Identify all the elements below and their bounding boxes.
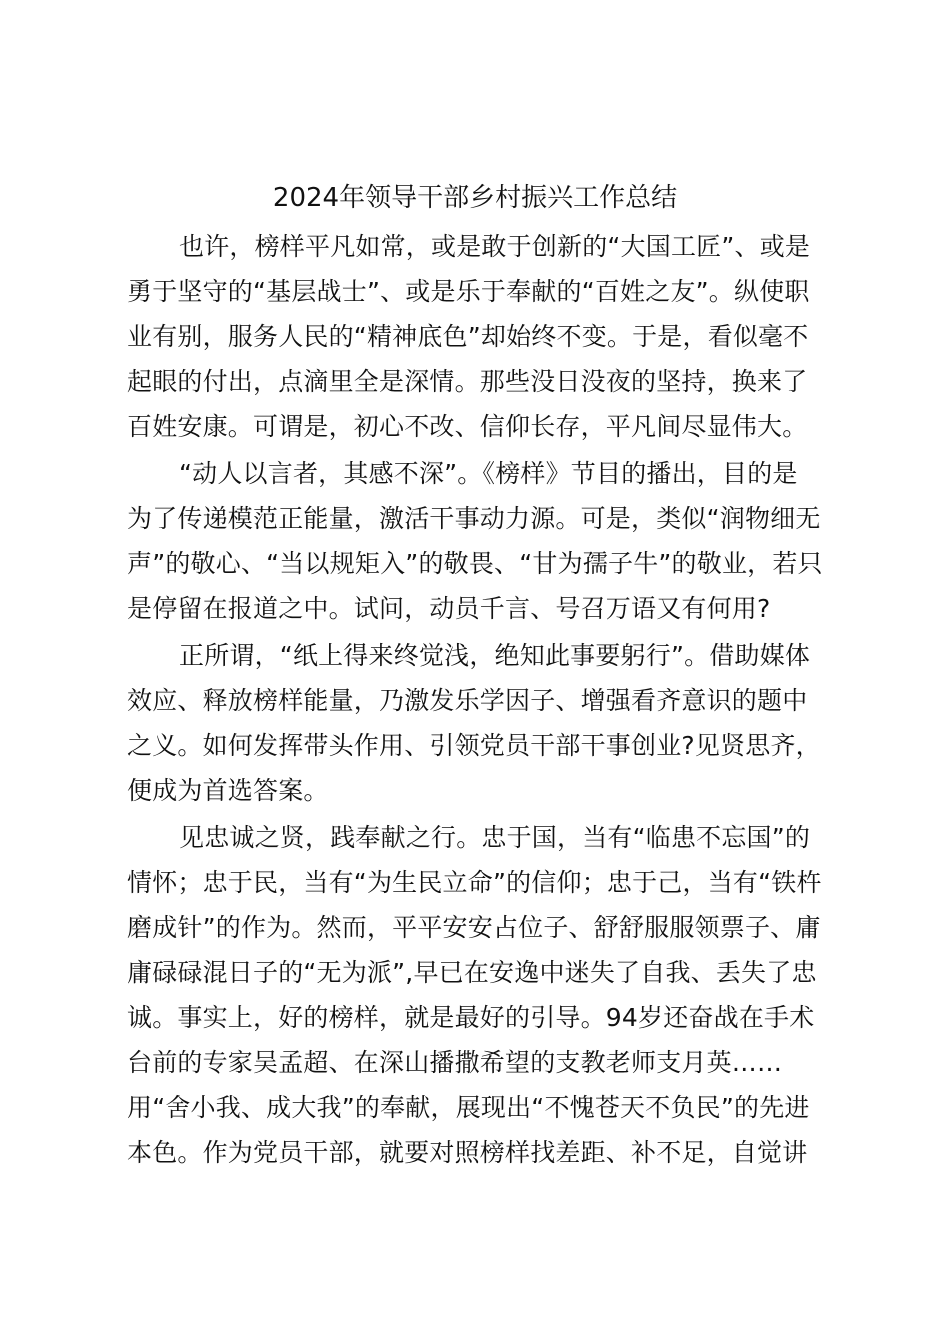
paragraph-line: 诚。事实上，好的榜样，就是最好的引导。94岁还奋战在手术 [127,1003,815,1032]
paragraph-line: 是停留在报道之中。试问，动员千言、号召万语又有何用? [127,594,771,623]
paragraph-3 [127,633,827,813]
paragraph-line: 之义。如何发挥带头作用、引领党员干部干事创业?见贤思齐， [127,731,821,760]
paragraph-line: 用“舍小我、成大我”的奉献，展现出“不愧苍天不负民”的先进 [127,1093,810,1122]
paragraph-line: 也许，榜样平凡如常，或是敢于创新的“大国工匠”、或是 [179,232,811,261]
paragraph-line: 情怀；忠于民，当有“为生民立命”的信仰；忠于己，当有“铁杵 [127,868,822,897]
paragraph-2 [127,451,827,631]
paragraph-line: 正所谓，“纸上得来终觉浅，绝知此事要躬行”。借助媒体 [179,641,811,670]
paragraph-line: 台前的专家吴孟超、在深山播撒希望的支教老师支月英…… [127,1048,783,1077]
paragraph-line: 便成为首选答案。 [127,776,329,805]
paragraph-line: 效应、释放榜样能量，乃激发乐学因子、增强看齐意识的题中 [127,686,808,715]
document-title: 2024年领导干部乡村振兴工作总结 [272,183,678,213]
paragraph-line: 磨成针”的作为。然而，平平安安占位子、舒舒服服领票子、庸 [127,913,821,942]
document-body [127,224,827,1177]
paragraph-line: 起眼的付出，点滴里全是深情。那些没日没夜的坚持，换来了 [127,367,808,396]
paragraph-line: “动人以言者，其感不深”。《榜样》节目的播出，目的是 [179,459,798,488]
paragraph-line: 庸碌碌混日子的“无为派”,早已在安逸中迷失了自我、丢失了忠 [127,958,817,987]
paragraph-line: 勇于坚守的“基层战士”、或是乐于奉献的“百姓之友”。纵使职 [127,277,810,306]
paragraph-line: 本色。作为党员干部，就要对照榜样找差距、补不足，自觉讲 [127,1138,808,1167]
paragraph-line: 业有别，服务人民的“精神底色”却始终不变。于是，看似毫不 [127,322,809,351]
paragraph-line: 声”的敬心、“当以规矩入”的敬畏、“甘为孺子牛”的敬业，若只 [127,549,823,578]
paragraph-line: 为了传递模范正能量，激活干事动力源。可是，类似“润物细无 [127,504,821,533]
paragraph-line: 见忠诚之贤，践奉献之行。忠于国，当有“临患不忘国”的 [179,823,811,852]
paragraph-1 [127,224,827,449]
paragraph-4 [127,815,827,1175]
paragraph-line: 百姓安康。可谓是，初心不改、信仰长存，平凡间尽显伟大。 [127,412,808,441]
